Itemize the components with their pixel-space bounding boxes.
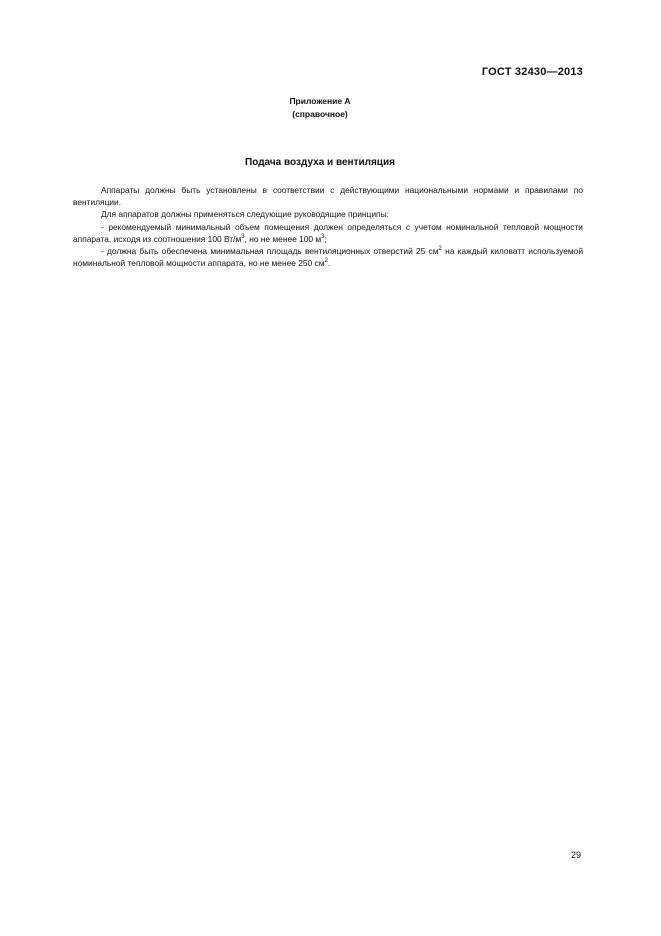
vent-area-sup-2: 2 [324, 258, 328, 265]
document-code: ГОСТ 32430—2013 [481, 66, 583, 78]
body-text [73, 184, 583, 269]
page-number: 29 [570, 850, 581, 860]
section-title: Подача воздуха и вентиляция [245, 157, 395, 168]
vent-area-text-c: . [327, 258, 331, 269]
annex-heading [0, 95, 640, 121]
paragraph-vent-area [73, 245, 583, 269]
vent-area-text-a: - должна быть обеспечена минимальная площадь вентиляционных отверстий 25 см [101, 246, 439, 257]
annex-type: (справочное) [292, 109, 348, 119]
paragraph-ventilation-rules: Аппараты должны быть установлены в соответствии с действующими национальными нормами и правилами по вентиляции. [73, 185, 583, 208]
paragraph-room-volume [73, 221, 583, 245]
paragraph-guidelines-intro: Для аппаратов должны применяться следующие руководящие принципы: [101, 209, 389, 220]
room-volume-sup-2: 3 [321, 233, 325, 240]
vent-area-sup-1: 2 [438, 246, 442, 253]
room-volume-text-a: - рекомендуемый минимальный объем помещения должен определяться с учетом номинальной тепловой мощности аппарата, исходя из соотношения 100 Вт/м [73, 221, 583, 244]
room-volume-text-b: , но не менее 100 м [244, 233, 322, 244]
annex-title: Приложение А [289, 96, 351, 106]
room-volume-sup-1: 3 [241, 233, 245, 240]
vent-area-text-b: на каждый киловатт используемой номинальной тепловой мощности аппарата, но не менее 250 см [73, 246, 583, 269]
room-volume-text-c: ; [324, 233, 327, 244]
